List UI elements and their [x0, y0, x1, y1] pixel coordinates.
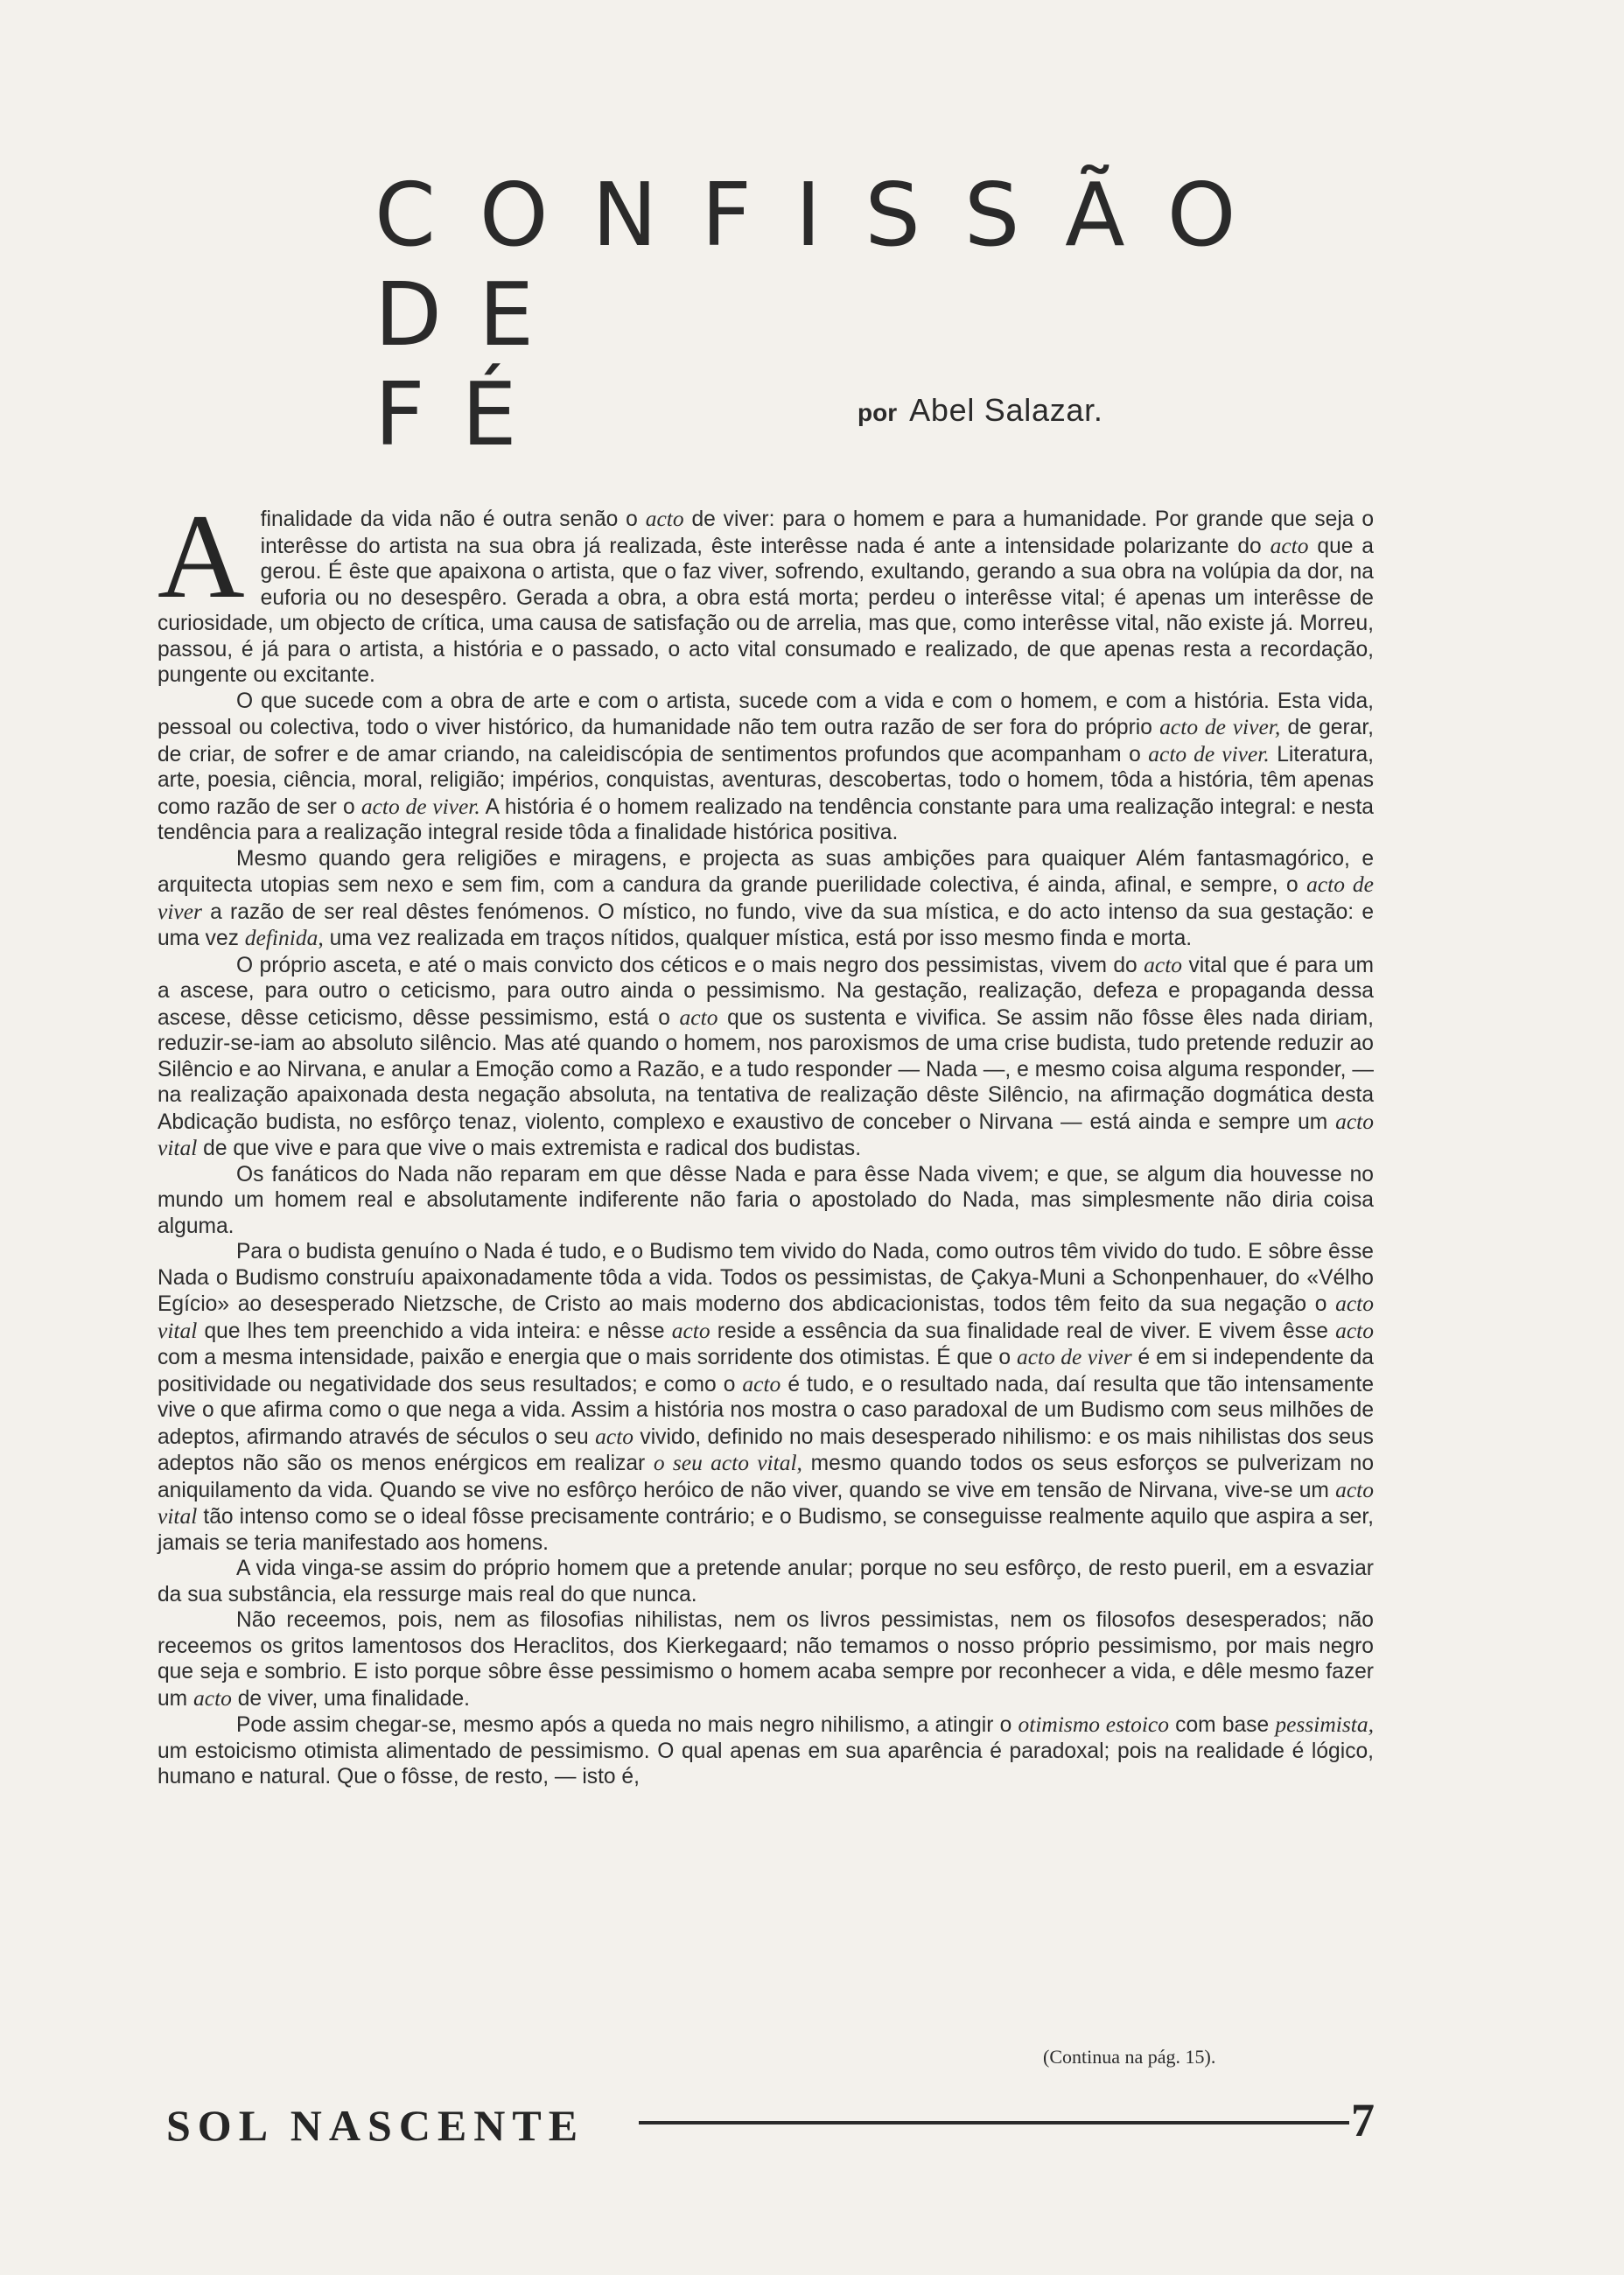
- article-paragraph: [158, 952, 1374, 1162]
- article-paragraph: [158, 1712, 1374, 1790]
- text-run: de viver, uma finalidade.: [231, 1686, 470, 1711]
- italic-phrase: acto: [645, 506, 684, 531]
- article-paragraph: [158, 1162, 1374, 1240]
- text-run: vivido, definido no mais desesperado nihilismo: e os mais nihilistas dos seus adeptos não são os menos enérgicos em realizar: [158, 1424, 1374, 1475]
- article-paragraph: [158, 1239, 1374, 1556]
- text-run: Para o budista genuíno o Nada é tudo, e o Budismo tem vivido do Nada, como outros têm vivido do tudo. E sôbre êsse Nada o Budismo construíu apaixonadamente tôda a vida. Todos os pessimistas, de Çakya-Muni a Schonpenhauer, do «Vélho Egício» ao desesperado Nietzsche, de Cristo ao mais moderno dos abdicacionistas, todos têm feito da sua negação o: [158, 1240, 1374, 1316]
- drop-cap: A: [158, 489, 245, 623]
- publication-title: SOL NASCENTE: [166, 2101, 585, 2150]
- text-run: que lhes tem preenchido a vida inteira: e nêsse: [197, 1319, 672, 1343]
- text-run: Mesmo quando gera religiões e miragens, e projecta as suas ambições para quaiquer Além fantasmagórico, e arquitecta utopias sem nexo e sem fim, com a candura da grande puerilidade colectiva, é ainda, afinal, e sempre, o: [158, 846, 1374, 897]
- text-run: com a mesma intensidade, paixão e energia que o mais sorridente dos otimistas. É que o: [158, 1346, 1017, 1369]
- italic-phrase: definida,: [244, 925, 324, 950]
- text-run: mesmo quando todos os seus esforços se pulverizam no aniquilamento da vida. Quando se vive no esfôrço heróico de não viver, quando se vive em tensão de Nirvana, vive-se um: [158, 1452, 1374, 1502]
- text-run: a razão de ser real dêstes fenómenos. O místico, no fundo, vive da sua mística, e do acto intenso da sua gestação: e uma vez: [158, 900, 1374, 950]
- author-name: Abel Salazar.: [909, 392, 1103, 428]
- continuation-note: (Continua na pág. 15).: [1043, 2046, 1216, 2068]
- article-paragraph: [158, 489, 1374, 689]
- text-run: de gerar, de criar, de sofrer e de amar criando, na caleidiscópia de sentimentos profundos que acompanham o: [158, 716, 1374, 766]
- italic-phrase: acto vital: [158, 1108, 1374, 1160]
- text-run: finalidade da vida não é outra senão o: [260, 508, 646, 531]
- italic-phrase: o seu acto vital,: [653, 1450, 802, 1475]
- italic-phrase: acto: [1144, 951, 1183, 977]
- title-line-fe: FÉ: [374, 363, 554, 466]
- text-run: é tudo, e o resultado nada, daí resulta que tão intensamente vive o que afirma como o que nega a vida. Assim a história nos mostra o caso paradoxal de um Budismo com seus milhões de adeptos, afirmando através de séculos o seu: [158, 1372, 1374, 1449]
- italic-phrase: acto de viver.: [360, 793, 480, 819]
- italic-phrase: acto: [1335, 1317, 1375, 1343]
- italic-phrase: acto vital: [158, 1476, 1374, 1529]
- italic-phrase: acto: [1270, 532, 1309, 558]
- article-body: [158, 489, 1375, 1790]
- italic-phrase: acto: [193, 1684, 232, 1711]
- italic-phrase: acto de viver.: [1148, 740, 1270, 766]
- article-paragraph: [158, 846, 1374, 952]
- byline-prefix: por: [858, 399, 898, 426]
- italic-phrase: acto de viver,: [1159, 714, 1281, 739]
- italic-phrase: acto: [671, 1317, 710, 1343]
- italic-phrase: otimismo estoico: [1018, 1712, 1169, 1737]
- text-run: vital que é para um a ascese, para outro o ceticismo, para outro ainda o pessimismo. Na gestação, realização, defeza e propaganda dessa ascese, dêsse ceticismo, dêsse pessimismo, está o: [158, 953, 1375, 1030]
- text-run: Não receemos, pois, nem as filosofias nihilistas, nem os livros pessimistas, nem os filosofos desesperados; não receemos os gritos lamentosos dos Heraclitos, dos Kierkegaard; não temamos o nosso próprio pessimismo, por mais negro que seja e sombrio. E isto porque sôbre êsse pessimismo o homem acaba sempre por reconhecer a vida, e dêle mesmo fazer um: [158, 1608, 1374, 1711]
- text-run: de que vive e para que vive o mais extremista e radical dos budistas.: [197, 1137, 862, 1160]
- byline: [858, 392, 1103, 429]
- text-run: Os fanáticos do Nada não reparam em que dêsse Nada e para êsse Nada vivem; e que, se algum dia houvesse no mundo um homem real e absolutamente indiferente não faria o apostolado do Nada, mas simplesmente não diria coisa alguma.: [158, 1162, 1374, 1238]
- text-run: é em si independente da positividade ou negatividade dos seus resultados; e como o: [158, 1346, 1374, 1396]
- text-run: Literatura, arte, poesia, ciência, moral, religião; impérios, conquistas, aventuras, descobertas, todo o homem, tôda a história, têm apenas como razão de ser o: [158, 742, 1374, 819]
- text-run: com base: [1168, 1713, 1276, 1737]
- title-line-confissao: CONFISSÃO: [374, 164, 1280, 266]
- text-run: tão intenso como se o ideal fôsse precisamente contrário; e o Budismo, se conseguisse realmente aquilo que aspira a ser, jamais se teria manifestado aos homens.: [158, 1505, 1374, 1555]
- italic-phrase: acto de viver: [1016, 1344, 1132, 1369]
- footer-rule: [639, 2121, 1349, 2124]
- text-run: que os sustenta e vivifica. Se assim não fôsse êles nada diriam, reduzir-se-iam ao absoluto silêncio. Mas até quando o homem, nos paroxismos de uma crise budista, tudo pretende reduzir ao Silêncio e ao Nirvana, e anular a Emoção como a Razão, e a tudo responder — Nada —, e mesmo coisa alguma responder, — na realização apaixonada desta negação absoluta, na tentativa de realização dêste Silêncio, na afirmação dogmática desta Abdicação budista, no esfôrço tenaz, violento, complexo e exaustivo de conceber o Nirvana — está ainda e sempre um: [158, 1005, 1374, 1134]
- italic-phrase: acto: [595, 1423, 634, 1449]
- text-run: Pode assim chegar-se, mesmo após a queda no mais negro nihilismo, a atingir o: [236, 1713, 1018, 1737]
- italic-phrase: acto vital: [158, 1291, 1374, 1343]
- page-number: 7: [1351, 2094, 1375, 2146]
- text-run: um estoicismo otimista alimentado de pessimismo. O qual apenas em sua aparência é paradoxal; pois na realidade é lógico, humano e natural. Que o fôsse, de resto, — isto é,: [158, 1739, 1374, 1788]
- text-run: uma vez realizada em traços nítidos, qualquer mística, está por isso mesmo finda e morta.: [323, 927, 1193, 950]
- italic-phrase: acto de viver: [158, 872, 1374, 924]
- text-run: O próprio asceta, e até o mais convicto dos céticos e o mais negro dos pessimistas, vivem do: [236, 953, 1144, 977]
- text-run: que a gerou. É êste que apaixona o artista, que o faz viver, sofrendo, exultando, gerando a sua obra na volúpia da dor, na euforia ou no desespêro. Gerada a obra, a obra está morta; perdeu o interêsse vital; é apenas um interêsse de curiosidade, um objecto de crítica, uma causa de satisfação ou de arrelia, mas que, como interêsse vital, não existe já. Morreu, passou, é já para o artista, a história e o passado, o acto vital consumado e realizado, de que apenas resta a recordação, pungente ou excitante.: [158, 534, 1374, 687]
- text-run: reside a essência da sua finalidade real de viver. E vivem êsse: [710, 1319, 1336, 1343]
- article-paragraph: [158, 689, 1374, 846]
- italic-phrase: pessimista,: [1275, 1712, 1374, 1737]
- title-line-de: DE: [374, 263, 571, 366]
- article-paragraph: [158, 1607, 1374, 1712]
- italic-phrase: acto: [742, 1370, 781, 1396]
- text-run: de viver: para o homem e para a humanidade. Por grande que seja o interêsse do artista na sua obra já realizada, êste interêsse nada é ante a intensidade polarizante do: [260, 508, 1374, 558]
- text-run: A história é o homem realizado na tendência constante para uma realização integral: e nesta tendência para a realização integral reside tôda a finalidade histórica positiva.: [158, 794, 1374, 844]
- text-run: A vida vinga-se assim do próprio homem que a pretende anular; porque no seu esfôrço, de resto pueril, em a esvaziar da sua substância, ela ressurge mais real do que nunca.: [158, 1557, 1374, 1606]
- article-paragraph: [158, 1556, 1374, 1607]
- italic-phrase: acto: [679, 1004, 718, 1030]
- text-run: O que sucede com a obra de arte e com o artista, sucede com a vida e com o homem, e com a história. Esta vida, pessoal ou colectiva, todo o viver histórico, da humanidade não tem outra razão de ser fora do próprio: [158, 689, 1374, 739]
